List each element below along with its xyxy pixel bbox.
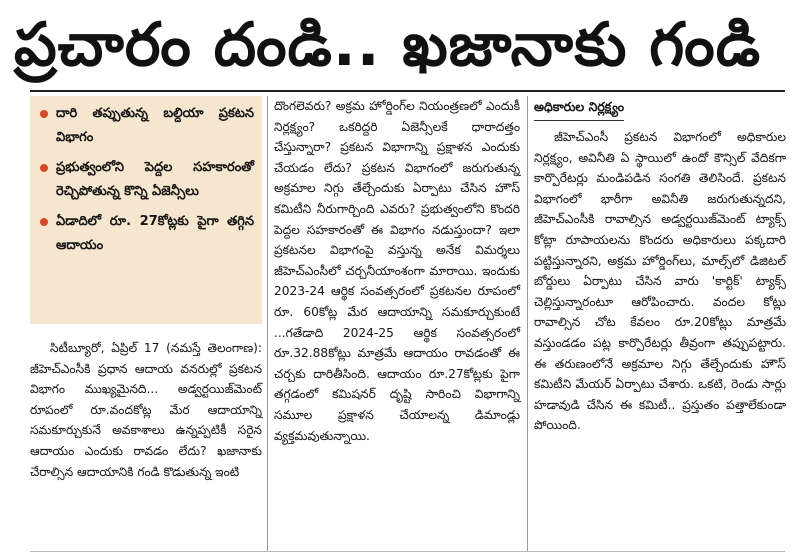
column-left (30, 96, 262, 482)
column-divider (527, 96, 528, 551)
bullet-icon (40, 164, 48, 172)
column-middle (274, 96, 520, 446)
highlights-box (30, 96, 262, 324)
bullet-icon (40, 218, 48, 226)
article-lead-text: సిటీబ్యూరో, ఏప్రిల్ 17 (నమస్తే తెలంగాణ): జీహెచ్ఎంసీకి ప్రధాన ఆదాయ వనరుల్లో ప్రకటన విభాగం ముఖ్యమైనది... అడ్వర్టయిజ్‌మెంట్ రూపంలో రూ.వందకోట్ల మేర ఆదాయాన్ని సమకూర్చుకునే అవకాశాలు ఉన్నప్పటికీ సరైన ఆదాయం ఎందుకు రావడం లేదు? ఖజానాకు చేరాల్సిన ఆదాయానికి గండి కొడుతున్న ఇంటి (30, 341, 262, 479)
bottom-rule (30, 551, 785, 552)
article-body-right: జీహెచ్ఎంసీ ప్రకటన విభాగంలో అధికారుల నిర్లక్ష్యం, అవినీతి ఏ స్థాయిలో ఉందో కౌన్సిల్ వేదికగా కార్పొరేటర్లు మండిపడిన సంగతి తెలిసిందే. ప్రకటన విభాగంలో భారీగా అవినీతి జరుగుతున్నదని, జీహెచ్ఎంసీకి రావాల్సిన అడ్వర్టయిజ్‌మెంట్ ట్యాక్స్ కోట్లా రూపాయలను కొందరు అధికారులు పక్కదారి పట్టిస్తున్నారని, అక్రమ హోర్డింగ్‌లు, మాల్స్‌లో డిజిటల్ బోర్డులు ఏర్పాటు చేసిన వారు 'కార్టిక్' ట్యాక్స్ చెల్లిస్తున్నారంటూ ఆరోపించారు. వందల కోట్లు రావాల్సిన చోట కేవలం రూ.20కోట్లు మాత్రమే వస్తుండడం పట్ల కార్పొరేటర్లు తీవ్రంగా తప్పుపట్టారు. ఈ తరుణంలోనే అక్రమాల నిగ్గు తేల్చేందుకు హౌస్ కమిటీని మేయర్ ఏర్పాటు చేశారు. ఒకటి, రెండు సార్లు హడావుడి చేసిన ఈ కమిటీ.. ప్రస్తుతం పత్తాలేకుండా పోయింది. (534, 130, 786, 433)
column-divider (267, 96, 268, 551)
headline-rule (30, 90, 785, 92)
section-subheading: అధికారుల నిర్లక్ష్యం (534, 96, 624, 121)
bullet-icon (40, 110, 48, 118)
page-headline: ప్రచారం దండి.. ఖజానాకు గండి (14, 10, 762, 80)
highlight-item: ఏడాదిలో రూ. 27కోట్లకు పైగా తగ్గిన ఆదాయం (38, 210, 254, 258)
column-right (534, 96, 786, 436)
highlight-item: ప్రభుత్వంలోని పెద్దల సహకారంతో రెచ్చిపోతున్న కొన్ని ఏజెన్సీలు (38, 156, 254, 204)
highlight-item: దారి తప్పుతున్న బల్దియా ప్రకటన విభాగం (38, 102, 254, 150)
article-body-middle: దొంగలెవరు? అక్రమ హోర్డింగ్‌ల నియంత్రణలో ఎందుకీ నిర్లక్ష్యం? ఒకరిద్దరి ఏజెన్సీలకే ధారాదత్తం చేస్తున్నారా? ప్రకటన విభాగాన్ని ప్రక్షాళన ఎందుకు చేయడం లేదు? ప్రకటన విభాగంలో జరుగుతున్న అక్రమాల నిగ్గు తేల్చేందుకు ఏర్పాటు చేసిన హౌస్ కమిటీని నీరుగార్చింది ఎవరు? ప్రభుత్వంలోని కొందరి పెద్దల సహకారంతో ఈ విభాగం నడుస్తుందా? ఇలా ప్రకటనల విభాగంపై వస్తున్న అనేక విమర్శలు జీహెచ్ఎంసీలో చర్చనీయాంశంగా మారాయి. ఇందుకు 2023-24 ఆర్థిక సంవత్సరంలో ప్రకటనల రూపంలో రూ. 60కోట్ల మేర ఆదాయాన్ని సమకూర్చుకుంటే ...గతేడాది 2024-25 ఆర్థిక సంవత్సరంలో రూ.32.88కోట్లు మాత్రమే ఆదాయం రావడంతో ఈ చర్చకు దారితీసింది. ఆదాయం రూ.27కోట్లకు పైగా తగ్గడంలో కమిషనర్ దృష్టి సారించి విభాగాన్ని సమూల ప్రక్షాళన చేయాలన్న డిమాండ్లు వ్యక్తమవుతున్నాయి. (274, 99, 520, 443)
